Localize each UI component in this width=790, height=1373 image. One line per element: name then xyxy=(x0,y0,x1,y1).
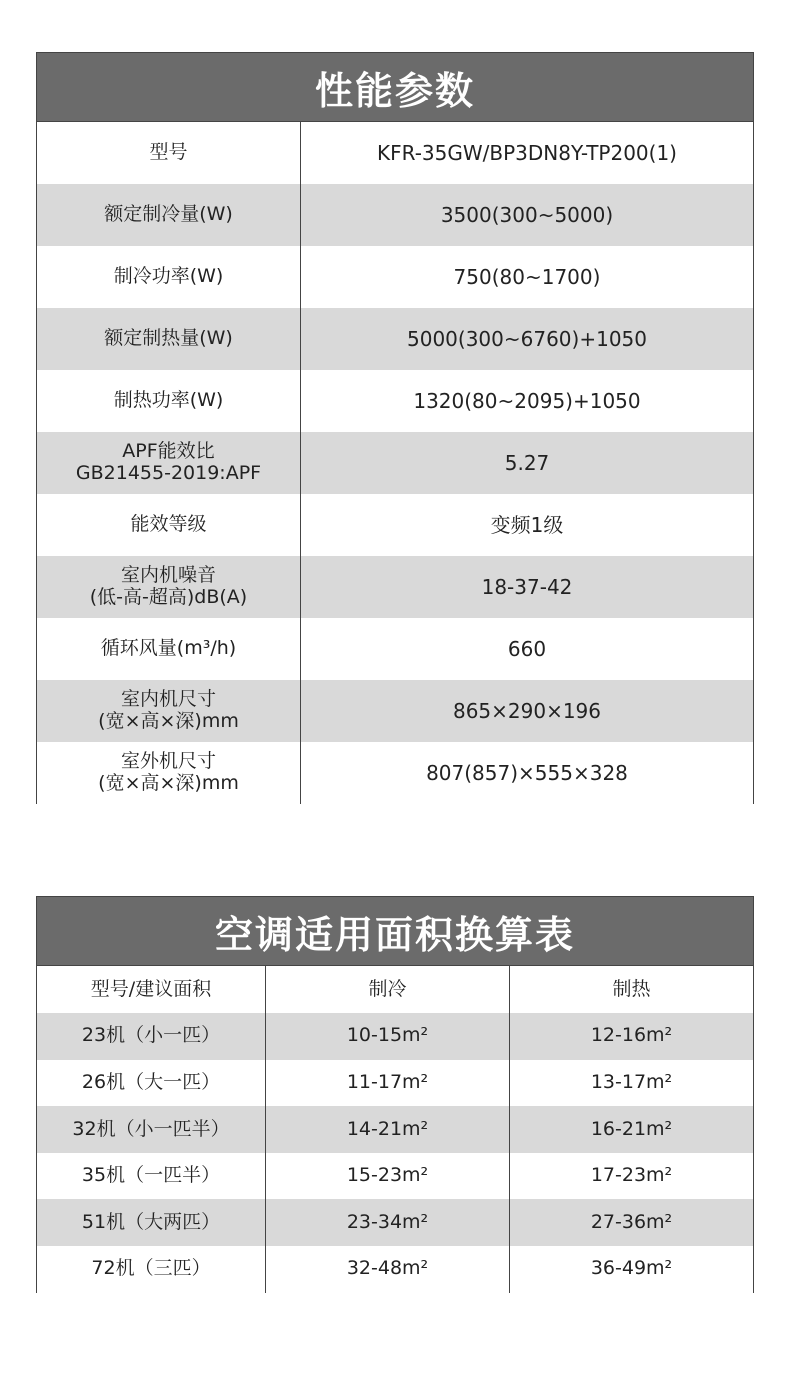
spec-label: 制热功率(W) xyxy=(37,370,301,432)
table-row xyxy=(37,122,753,184)
area-heating: 16-21m² xyxy=(590,1117,673,1140)
area-model: 35机（一匹半） xyxy=(37,1153,266,1200)
spec-value: KFR-35GW/BP3DN8Y-TP200(1) xyxy=(377,140,677,165)
spec-label: 额定制冷量(W) xyxy=(37,184,301,246)
spec-label: 额定制热量(W) xyxy=(37,308,301,370)
header-model: 型号/建议面积 xyxy=(37,966,266,1013)
table-row xyxy=(37,494,753,556)
area-cooling: 15-23m² xyxy=(266,1153,510,1200)
spec-table xyxy=(36,52,754,804)
area-cooling: 10-15m² xyxy=(266,1013,510,1060)
area-table-title: 空调适用面积换算表 xyxy=(37,897,753,966)
spec-label: APF能效比 GB21455-2019:APF xyxy=(37,432,301,494)
area-cooling: 32-48m² xyxy=(266,1246,510,1293)
area-cooling: 23-34m² xyxy=(266,1199,510,1246)
table-row xyxy=(37,370,753,432)
table-row xyxy=(37,1153,753,1200)
header-heating: 制热 xyxy=(612,977,651,1000)
area-heating: 17-23m² xyxy=(590,1164,673,1187)
spec-label: 能效等级 xyxy=(37,494,301,556)
table-row xyxy=(37,1246,753,1293)
table-row xyxy=(37,1013,753,1060)
table-row xyxy=(37,680,753,742)
area-model: 23机（小一匹） xyxy=(37,1013,266,1060)
spec-value: 865×290×196 xyxy=(452,698,602,723)
area-table-header xyxy=(37,966,753,1013)
spec-value: 5.27 xyxy=(504,450,550,475)
table-row xyxy=(37,1106,753,1153)
area-heating: 13-17m² xyxy=(590,1070,673,1093)
spec-label: 型号 xyxy=(37,122,301,184)
table-row xyxy=(37,742,753,804)
table-row xyxy=(37,184,753,246)
table-row xyxy=(37,1060,753,1107)
table-row xyxy=(37,556,753,618)
table-row xyxy=(37,1199,753,1246)
spec-label: 室内机噪音 (低-高-超高)dB(A) xyxy=(37,556,301,618)
header-cooling: 制冷 xyxy=(266,966,510,1013)
area-model: 51机（大两匹） xyxy=(37,1199,266,1246)
table-row xyxy=(37,618,753,680)
spec-label: 室外机尺寸 (宽×高×深)mm xyxy=(37,742,301,804)
spec-value: 807(857)×555×328 xyxy=(426,760,628,785)
area-conversion-table xyxy=(36,896,754,1293)
spec-value: 1320(80~2095)+1050 xyxy=(413,388,641,413)
spec-label: 室内机尺寸 (宽×高×深)mm xyxy=(37,680,301,742)
spec-value: 变频1级 xyxy=(490,512,564,537)
spec-table-title: 性能参数 xyxy=(37,53,753,122)
area-model: 26机（大一匹） xyxy=(37,1060,266,1107)
spec-value: 18-37-42 xyxy=(481,574,573,599)
area-cooling: 11-17m² xyxy=(266,1060,510,1107)
spec-label: 循环风量(m³/h) xyxy=(37,618,301,680)
spec-label: 制冷功率(W) xyxy=(37,246,301,308)
area-model: 32机（小一匹半） xyxy=(37,1106,266,1153)
table-row xyxy=(37,432,753,494)
area-heating: 36-49m² xyxy=(590,1257,673,1280)
spec-value: 750(80~1700) xyxy=(453,264,601,289)
spec-value: 3500(300~5000) xyxy=(440,202,614,227)
spec-value: 660 xyxy=(507,636,547,661)
spec-value: 5000(300~6760)+1050 xyxy=(407,326,647,351)
area-heating: 27-36m² xyxy=(590,1210,673,1233)
spec-rows xyxy=(37,122,753,804)
table-row xyxy=(37,308,753,370)
table-row xyxy=(37,246,753,308)
area-model: 72机（三匹） xyxy=(37,1246,266,1293)
area-cooling: 14-21m² xyxy=(266,1106,510,1153)
area-heating: 12-16m² xyxy=(590,1024,673,1047)
